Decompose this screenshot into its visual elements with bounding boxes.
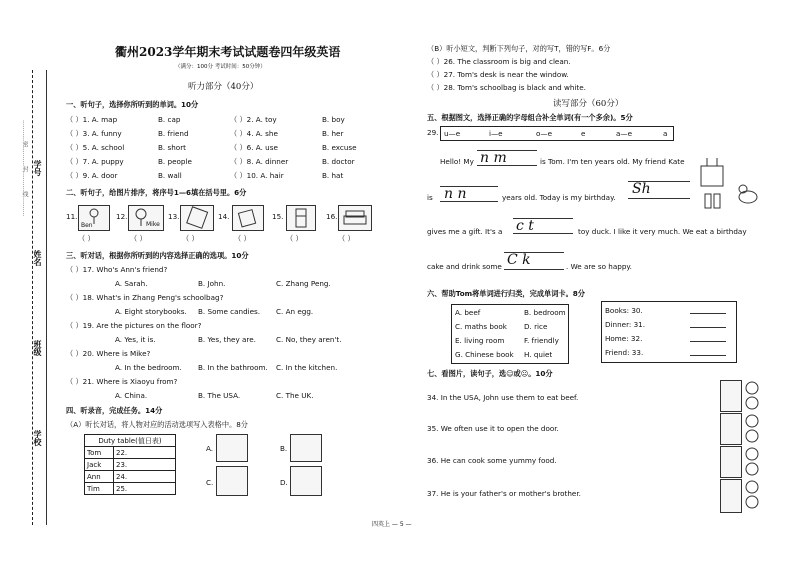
- smile-sad-icons: [745, 480, 759, 510]
- duty-table: [84, 434, 176, 495]
- letter-option: i—e: [489, 129, 503, 138]
- s1-q10-b: B. hat: [322, 171, 344, 180]
- s5-line2-pre: is: [427, 193, 433, 202]
- word-list-box: [451, 304, 569, 364]
- birthday-cake-pic: [697, 152, 727, 190]
- letter-option: o—e: [536, 129, 553, 138]
- tf-q26: （ ）26. The classroom is big and clean.: [427, 57, 571, 66]
- mike-label: Mike: [146, 221, 160, 228]
- duty-table-title: Duty table(值日表): [85, 435, 176, 447]
- s7-pic-chopsticks: [720, 380, 742, 412]
- card-friend: Friend: 33.: [605, 348, 644, 357]
- table-cell: 25.: [114, 483, 176, 495]
- answer-line: [690, 341, 726, 342]
- s3-q18-c: C. An egg.: [276, 307, 314, 316]
- margin-class-label: 班级: [33, 340, 43, 356]
- s4-part-a: （A）听长对话，将人物对应的活动选项写入表格中。8分: [66, 420, 248, 429]
- s2-num-13: 13.: [168, 212, 180, 221]
- handwritten-word: Sh: [632, 181, 651, 197]
- answer-line: [690, 327, 726, 328]
- s7-q35: 35. We often use it to open the door.: [427, 424, 559, 433]
- s3-q20-a: A. In the bedroom.: [115, 363, 182, 372]
- s3-q21-a: A. China.: [115, 391, 148, 400]
- answer-line: [690, 313, 726, 314]
- s1-q9-b: B. wall: [158, 171, 182, 180]
- s5-line4-post: . We are so happy.: [566, 262, 632, 271]
- card-home: Home: 32.: [605, 334, 643, 343]
- s1-q6: （ ）6. A. use: [230, 143, 278, 152]
- s1-q5: （ ）5. A. school: [66, 143, 125, 152]
- table-cell: Tim: [85, 483, 114, 495]
- s3-q17-b: B. John.: [198, 279, 226, 288]
- s3-q18-a: A. Eight storybooks.: [115, 307, 187, 316]
- duck-pic: [735, 183, 759, 205]
- option-a-pic: [216, 434, 248, 462]
- s4-part-b: （B）听小短文，判断下列句子，对的写T，错的写F。6分: [427, 44, 611, 53]
- margin-name-label: 姓名: [33, 250, 43, 266]
- s3-q21-c: C. The UK.: [276, 391, 314, 400]
- s3-q17-a: A. Sarah.: [115, 279, 148, 288]
- s3-q20: （ ）20. Where is Mike?: [66, 349, 151, 358]
- s3-q19-b: B. Yes, they are.: [198, 335, 256, 344]
- margin-number-label: 学号: [33, 160, 43, 176]
- page-subtitle: （满分：100分 考试时间：50分钟）: [175, 64, 266, 70]
- s3-q20-c: C. In the kitchen.: [276, 363, 338, 372]
- s6-title: 六、帮助Tom将单词进行归类，完成单词卡。8分: [427, 289, 585, 298]
- s5-num: 29.: [427, 128, 439, 137]
- s4-title: 四、听录音，完成任务。14分: [66, 406, 163, 415]
- table-row: [85, 471, 176, 483]
- s2-pic-mike: [128, 205, 164, 231]
- s2-num-11: 11.: [66, 212, 78, 221]
- letter-option: u—e: [444, 129, 461, 138]
- s2-paren-13: （ ）: [182, 234, 199, 243]
- answer-line: [690, 355, 726, 356]
- table-cell: 22.: [114, 447, 176, 459]
- option-d-label: D.: [280, 478, 288, 487]
- letter-option: a: [663, 129, 668, 138]
- option-c-pic: [216, 466, 248, 496]
- sofa-icon: [339, 206, 371, 230]
- s3-q19-a: A. Yes, it is.: [115, 335, 156, 344]
- s1-q6-b: B. excuse: [322, 143, 357, 152]
- s2-title: 二、听句子，给图片排序，将序号1—6填在括号里。6分: [66, 188, 247, 197]
- s1-q8-b: B. doctor: [322, 157, 355, 166]
- s2-paren-11: （ ）: [78, 234, 95, 243]
- s3-q18: （ ）18. What's in Zhang Peng's schoolbag?: [66, 293, 224, 302]
- s2-pic-book: [232, 205, 264, 231]
- s7-pic-cook: [720, 446, 742, 478]
- s2-num-14: 14.: [218, 212, 230, 221]
- handwritten-word: C k: [507, 252, 531, 268]
- book-icon: [233, 206, 263, 230]
- smile-sad-icons: [745, 447, 759, 477]
- word-option: D. rice: [524, 322, 548, 331]
- handwritten-word: n m: [480, 150, 507, 166]
- handwritten-word: c t: [516, 218, 534, 234]
- s7-pic-key: [720, 413, 742, 445]
- s2-pic-picture: [180, 205, 214, 231]
- s5-title: 五、根据图文，选择正确的字母组合补全单词(有一个多余)。5分: [427, 113, 633, 122]
- s5-line3-pre: gives me a gift. It's a: [427, 227, 503, 236]
- s1-q1: （ ）1. A. map: [66, 115, 118, 124]
- letter-option: a—e: [616, 129, 633, 138]
- s3-q20-b: B. In the bathroom.: [198, 363, 268, 372]
- table-row: [85, 483, 176, 495]
- s2-paren-16: （ ）: [338, 234, 355, 243]
- table-cell: Tom: [85, 447, 114, 459]
- s3-q17-c: C. Zhang Peng.: [276, 279, 331, 288]
- s1-q3: （ ）3. A. funny: [66, 129, 122, 138]
- s1-q10: （ ）10. A. hair: [230, 171, 284, 180]
- option-c-label: C.: [206, 478, 214, 487]
- option-a-label: A.: [206, 444, 214, 453]
- s5-line4-pre: cake and drink some: [427, 262, 502, 271]
- s2-paren-14: （ ）: [234, 234, 251, 243]
- word-option: H. quiet: [524, 350, 553, 359]
- letter-options-box: [440, 126, 674, 141]
- word-option: B. bedroom: [524, 308, 566, 317]
- s5-line1-pre: Hello! My: [440, 157, 474, 166]
- drink-icon: [703, 190, 723, 212]
- s7-q37: 37. He is your father's or mother's brother.: [427, 489, 581, 498]
- table-row: [85, 459, 176, 471]
- tf-q28: （ ）28. Tom's schoolbag is black and white.: [427, 83, 586, 92]
- word-option: A. beef: [455, 308, 481, 317]
- smile-sad-icons: [745, 381, 759, 411]
- s3-q21: （ ）21. Where is Xiaoyu from?: [66, 377, 178, 386]
- word-option: G. Chinese book: [455, 350, 514, 359]
- option-b-pic: [290, 434, 322, 462]
- card-books: Books: 30.: [605, 306, 643, 315]
- s1-q1-b: B. cap: [158, 115, 181, 124]
- tf-q27: （ ）27. Tom's desk is near the window.: [427, 70, 569, 79]
- picture-frame-icon: [181, 206, 213, 230]
- s1-q7: （ ）7. A. puppy: [66, 157, 124, 166]
- s1-q3-b: B. friend: [158, 129, 189, 138]
- s5-line2-post: years old. Today is my birthday.: [502, 193, 616, 202]
- s7-pic-aunt: [720, 479, 742, 513]
- s2-num-15: 15.: [272, 212, 284, 221]
- s3-q17: （ ）17. Who's Ann's friend?: [66, 265, 168, 274]
- rw-title: 读写部分（60分）: [553, 99, 624, 109]
- duck-icon: [735, 183, 759, 205]
- s1-q5-b: B. short: [158, 143, 186, 152]
- s3-q18-b: B. Some candies.: [198, 307, 261, 316]
- s7-q36: 36. He can cook some yummy food.: [427, 456, 557, 465]
- s5-line3-post: toy duck. I like it very much. We eat a birthday: [578, 227, 747, 236]
- s1-q2: （ ）2. A. toy: [230, 115, 277, 124]
- handwritten-word: n n: [444, 186, 467, 202]
- s3-q19: （ ）19. Are the pictures on the floor?: [66, 321, 202, 330]
- table-cell: Jack: [85, 459, 114, 471]
- s7-q34: 34. In the USA, John use them to eat beef.: [427, 393, 579, 402]
- s2-pic-sofa: [338, 205, 372, 231]
- word-option: E. living room: [455, 336, 505, 345]
- s1-title: 一、听句子，选择你所听到的单词。10分: [66, 100, 199, 109]
- word-option: F. friendly: [524, 336, 559, 345]
- ben-label: Ben: [81, 222, 93, 229]
- page-title: 衢州2023学年期末考试试题卷四年级英语: [115, 45, 341, 59]
- drinks-pic: [703, 190, 723, 212]
- s2-num-12: 12.: [116, 212, 128, 221]
- option-d-pic: [290, 466, 322, 496]
- listening-title: 听力部分（40分）: [188, 82, 259, 92]
- s1-q4: （ ）4. A. she: [230, 129, 278, 138]
- s2-pic-fridge: [286, 205, 316, 231]
- table-cell: 23.: [114, 459, 176, 471]
- smile-sad-icons: [745, 414, 759, 444]
- s1-q4-b: B. her: [322, 129, 344, 138]
- option-b-label: B.: [280, 444, 288, 453]
- s3-q21-b: B. The USA.: [198, 391, 241, 400]
- margin-school-label: 学校: [33, 430, 43, 446]
- letter-option: e: [581, 129, 586, 138]
- s1-q2-b: B. boy: [322, 115, 345, 124]
- table-row: [85, 447, 176, 459]
- word-card: [601, 301, 737, 363]
- s3-q19-c: C. No, they aren't.: [276, 335, 342, 344]
- s2-paren-15: （ ）: [286, 234, 303, 243]
- s7-title: 七、看图片，读句子，选☺或☹。10分: [427, 369, 553, 378]
- s3-title: 三、听对话，根据你所听到的内容选择正确的选项。10分: [66, 251, 249, 260]
- footer: 四英上 — 5 —: [372, 521, 412, 528]
- table-cell: Ann: [85, 471, 114, 483]
- card-dinner: Dinner: 31.: [605, 320, 646, 329]
- s1-q7-b: B. people: [158, 157, 192, 166]
- fridge-icon: [287, 206, 315, 230]
- s1-q8: （ ）8. A. dinner: [230, 157, 289, 166]
- margin-seal-text: ...........密..........封..........线..........: [21, 120, 28, 217]
- s2-paren-12: （ ）: [130, 234, 147, 243]
- cake-icon: [697, 152, 727, 190]
- s1-q9: （ ）9. A. door: [66, 171, 118, 180]
- s5-line1-post: is Tom. I'm ten years old. My friend Kate: [540, 157, 685, 166]
- word-option: C. maths book: [455, 322, 507, 331]
- s2-pic-ben: [78, 205, 110, 231]
- table-cell: 24.: [114, 471, 176, 483]
- s2-num-16: 16.: [326, 212, 338, 221]
